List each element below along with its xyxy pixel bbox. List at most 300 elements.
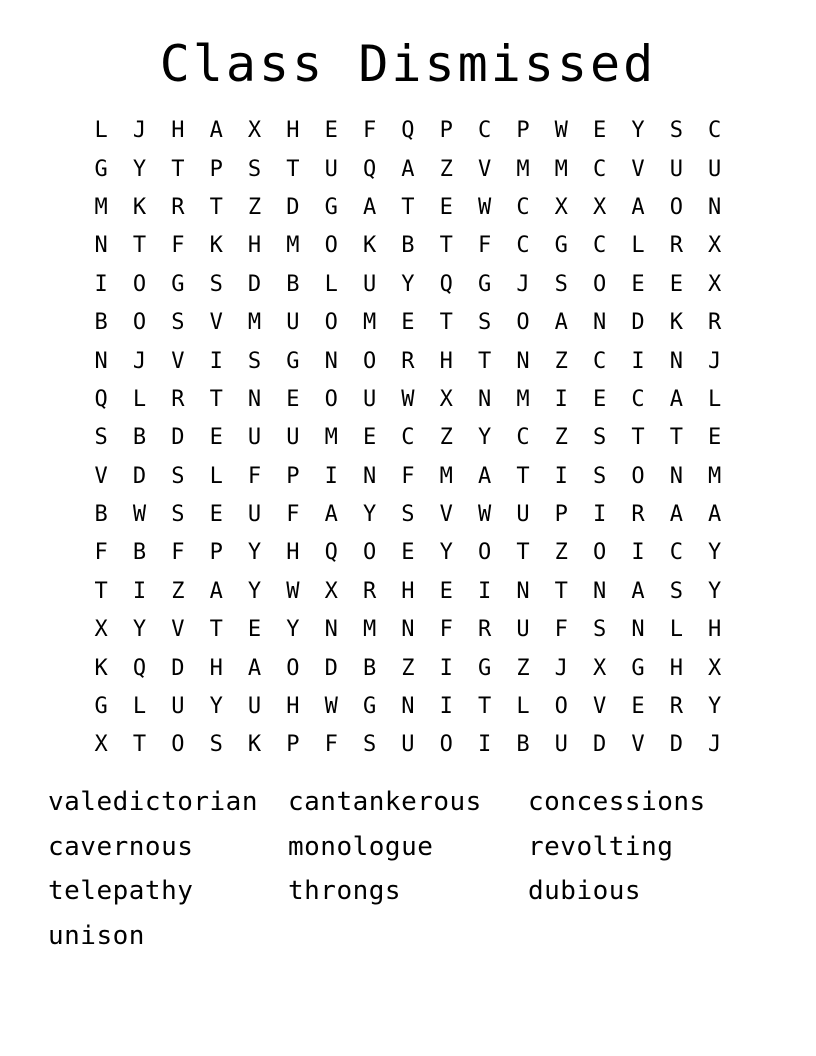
grid-letter: S	[171, 310, 185, 336]
grid-letter: G	[362, 694, 377, 720]
grid-letter: H	[401, 578, 415, 604]
grid-letter: N	[593, 310, 607, 336]
grid-letter: X	[708, 233, 722, 259]
grid-letter: U	[708, 156, 722, 182]
grid-letter: Z	[171, 578, 185, 604]
grid-letter: D	[324, 655, 338, 681]
grid-letter: R	[171, 386, 185, 412]
grid-letter: U	[516, 617, 530, 643]
grid-letter: E	[362, 425, 377, 451]
grid-letter: X	[94, 617, 108, 643]
grid-letter: U	[286, 310, 300, 336]
grid-letter: N	[324, 348, 338, 374]
word-list-item: cantankerous	[288, 787, 482, 817]
grid-letter: P	[209, 540, 223, 566]
grid-letter: S	[554, 271, 568, 297]
grid-letter: M	[247, 310, 262, 336]
grid-letter: S	[477, 310, 492, 336]
grid-letter: T	[439, 233, 453, 259]
grid-letter: V	[593, 694, 607, 720]
grid-letter: U	[247, 502, 262, 528]
grid-letter: O	[439, 732, 453, 758]
grid-letter: W	[132, 502, 147, 528]
grid-letter: I	[477, 732, 492, 758]
grid-letter: V	[477, 156, 492, 182]
grid-letter: I	[439, 655, 453, 681]
grid-letter: I	[477, 578, 492, 604]
grid-letter: S	[171, 502, 185, 528]
grid-letter: E	[209, 502, 223, 528]
grid-letter: G	[477, 271, 492, 297]
grid-letter: I	[94, 271, 108, 297]
grid-letter: T	[286, 156, 300, 182]
grid-letter: E	[593, 118, 607, 144]
grid-letter: U	[362, 386, 377, 412]
grid-letter: F	[362, 118, 377, 144]
grid-letter: Y	[362, 502, 377, 528]
word-list-item: monologue	[288, 831, 434, 862]
grid-letter: R	[401, 348, 415, 374]
grid-letter: G	[477, 655, 492, 681]
grid-letter: T	[209, 617, 223, 643]
grid-letter: R	[631, 502, 645, 528]
grid-letter: B	[286, 271, 300, 297]
grid-letter: S	[362, 732, 377, 758]
grid-letter: N	[324, 617, 338, 643]
grid-letter: U	[401, 732, 415, 758]
grid-letter: M	[554, 156, 568, 182]
grid-letter: G	[324, 194, 338, 220]
word-list-item: cavernous	[48, 831, 194, 862]
grid-row	[82, 534, 734, 572]
grid-letter: Z	[554, 348, 568, 374]
grid-letter: T	[631, 425, 645, 451]
grid-letter: V	[94, 463, 108, 489]
grid-letter: L	[324, 271, 338, 297]
grid-letter: J	[132, 118, 147, 144]
grid-letter: Z	[554, 540, 568, 566]
grid-letter: G	[94, 156, 108, 182]
grid-letter: E	[209, 425, 223, 451]
grid-letter: J	[554, 655, 568, 681]
grid-letter: J	[516, 271, 530, 297]
word-list-item: dubious	[528, 876, 642, 906]
grid-letter: M	[362, 310, 377, 336]
grid-letter: N	[362, 463, 377, 489]
grid-letter: F	[324, 732, 338, 758]
grid-letter: C	[593, 156, 607, 182]
grid-letter: N	[94, 348, 108, 374]
grid-letter: U	[554, 732, 568, 758]
grid-letter: E	[401, 310, 415, 336]
grid-letter: N	[593, 578, 607, 604]
grid-letter: Y	[286, 617, 300, 643]
grid-letter: Y	[477, 425, 492, 451]
grid-letter: H	[708, 617, 722, 643]
grid-letter: X	[593, 194, 607, 220]
grid-letter: I	[439, 694, 453, 720]
grid-letter: G	[94, 694, 108, 720]
grid-letter: W	[477, 502, 492, 528]
grid-letter: P	[516, 118, 530, 144]
grid-row	[82, 342, 734, 380]
grid-letter: V	[631, 156, 645, 182]
grid-letter: N	[401, 617, 415, 643]
grid-letter: Z	[401, 655, 415, 681]
grid-letter: U	[247, 425, 262, 451]
grid-letter: A	[324, 502, 338, 528]
grid-letter: O	[593, 540, 607, 566]
grid-letter: B	[94, 310, 108, 336]
grid-letter: B	[132, 425, 147, 451]
grid-letter: C	[477, 118, 492, 144]
grid-row	[82, 266, 734, 304]
grid-letter: M	[516, 156, 530, 182]
grid-letter: F	[401, 463, 415, 489]
grid-letter: E	[247, 617, 262, 643]
grid-letter: D	[593, 732, 607, 758]
word-list-item: concessions	[528, 787, 706, 817]
grid-letter: S	[401, 502, 415, 528]
grid-letter: V	[209, 310, 223, 336]
word-list-item: revolting	[528, 831, 674, 862]
grid-letter: Y	[209, 694, 223, 720]
grid-letter: T	[209, 194, 223, 220]
grid-letter: Q	[439, 271, 453, 297]
grid-letter: U	[516, 502, 530, 528]
grid-letter: H	[439, 348, 453, 374]
grid-letter: M	[324, 425, 338, 451]
grid-letter: K	[132, 194, 147, 220]
grid-letter: L	[708, 386, 722, 412]
grid-letter: G	[631, 655, 645, 681]
grid-letter: T	[401, 194, 415, 220]
grid-letter: J	[132, 348, 147, 374]
grid-letter: A	[247, 655, 262, 681]
grid-letter: A	[708, 502, 722, 528]
grid-letter: W	[554, 118, 568, 144]
grid-letter: G	[286, 348, 300, 374]
grid-letter: U	[247, 694, 262, 720]
grid-letter: D	[171, 425, 185, 451]
grid-letter: E	[286, 386, 300, 412]
grid-row	[82, 611, 734, 649]
grid-letter: X	[708, 271, 722, 297]
grid-letter: I	[631, 348, 645, 374]
grid-letter: A	[554, 310, 568, 336]
grid-letter: U	[171, 694, 185, 720]
grid-letter: E	[631, 694, 645, 720]
grid-letter: L	[516, 694, 530, 720]
grid-letter: U	[669, 156, 683, 182]
grid-letter: Z	[554, 425, 568, 451]
grid-letter: L	[132, 386, 147, 412]
grid-letter: B	[401, 233, 415, 259]
grid-letter: Y	[247, 578, 262, 604]
grid-letter: S	[171, 463, 185, 489]
grid-letter: P	[554, 502, 568, 528]
grid-letter: K	[209, 233, 223, 259]
grid-letter: F	[247, 463, 262, 489]
grid-letter: I	[324, 463, 338, 489]
grid-row	[82, 381, 734, 419]
letter-grid	[82, 112, 734, 765]
grid-letter: F	[286, 502, 300, 528]
grid-letter: L	[209, 463, 223, 489]
grid-letter: I	[554, 463, 568, 489]
grid-letter: C	[401, 425, 415, 451]
grid-letter: R	[362, 578, 377, 604]
grid-letter: A	[401, 156, 415, 182]
grid-letter: T	[516, 463, 530, 489]
grid-letter: V	[631, 732, 645, 758]
grid-row	[82, 496, 734, 534]
grid-letter: C	[708, 118, 722, 144]
grid-letter: Y	[439, 540, 453, 566]
grid-letter: E	[669, 271, 683, 297]
grid-letter: C	[631, 386, 645, 412]
grid-letter: D	[132, 463, 147, 489]
grid-letter: O	[324, 310, 338, 336]
grid-row	[82, 150, 734, 188]
grid-letter: Y	[401, 271, 415, 297]
grid-letter: R	[477, 617, 492, 643]
grid-row	[82, 649, 734, 687]
grid-letter: E	[439, 578, 453, 604]
grid-letter: Q	[401, 118, 415, 144]
grid-letter: O	[324, 233, 338, 259]
grid-letter: I	[132, 578, 147, 604]
grid-letter: S	[209, 732, 223, 758]
grid-letter: P	[209, 156, 223, 182]
grid-letter: K	[247, 732, 262, 758]
grid-letter: H	[171, 118, 185, 144]
grid-letter: C	[516, 233, 530, 259]
grid-letter: E	[593, 386, 607, 412]
grid-letter: P	[439, 118, 453, 144]
grid-letter: I	[209, 348, 223, 374]
grid-letter: O	[669, 194, 683, 220]
grid-letter: Y	[132, 617, 147, 643]
grid-letter: Q	[324, 540, 338, 566]
grid-letter: F	[171, 540, 185, 566]
grid-row	[82, 573, 734, 611]
page-title: Class Dismissed	[159, 35, 657, 93]
grid-letter: O	[593, 271, 607, 297]
grid-row	[82, 419, 734, 457]
grid-letter: T	[477, 694, 492, 720]
grid-letter: A	[631, 194, 645, 220]
grid-letter: A	[631, 578, 645, 604]
grid-letter: T	[439, 310, 453, 336]
grid-letter: Y	[247, 540, 262, 566]
grid-letter: M	[439, 463, 453, 489]
grid-letter: T	[209, 386, 223, 412]
grid-letter: N	[477, 386, 492, 412]
grid-letter: Y	[708, 578, 722, 604]
grid-letter: W	[401, 386, 415, 412]
grid-letter: F	[439, 617, 453, 643]
grid-letter: G	[554, 233, 568, 259]
grid-letter: O	[631, 463, 645, 489]
grid-letter: U	[286, 425, 300, 451]
grid-letter: N	[631, 617, 645, 643]
grid-letter: D	[286, 194, 300, 220]
word-list-item: throngs	[288, 876, 402, 906]
grid-letter: O	[516, 310, 530, 336]
grid-letter: U	[362, 271, 377, 297]
grid-letter: O	[362, 540, 377, 566]
grid-letter: W	[477, 194, 492, 220]
grid-letter: T	[171, 156, 185, 182]
grid-letter: O	[477, 540, 492, 566]
grid-letter: Z	[247, 194, 262, 220]
grid-letter: N	[401, 694, 415, 720]
grid-letter: X	[708, 655, 722, 681]
grid-row	[82, 227, 734, 265]
grid-letter: V	[171, 348, 185, 374]
grid-letter: I	[554, 386, 568, 412]
grid-letter: S	[94, 425, 108, 451]
grid-letter: W	[286, 578, 300, 604]
word-list-item: valedictorian	[48, 787, 258, 817]
grid-letter: S	[209, 271, 223, 297]
grid-letter: Y	[708, 694, 722, 720]
grid-letter: X	[247, 118, 262, 144]
word-list	[48, 780, 768, 958]
grid-row	[82, 189, 734, 227]
grid-letter: B	[94, 502, 108, 528]
grid-letter: T	[132, 233, 147, 259]
grid-letter: K	[94, 655, 108, 681]
grid-letter: F	[554, 617, 568, 643]
grid-row	[82, 688, 734, 726]
grid-letter: E	[324, 118, 338, 144]
grid-letter: A	[669, 386, 683, 412]
grid-letter: P	[286, 463, 300, 489]
grid-letter: M	[708, 463, 722, 489]
grid-letter: O	[554, 694, 568, 720]
grid-letter: X	[324, 578, 338, 604]
grid-letter: O	[132, 310, 147, 336]
grid-row	[82, 304, 734, 342]
grid-letter: S	[247, 348, 262, 374]
grid-letter: D	[631, 310, 645, 336]
grid-letter: C	[516, 194, 530, 220]
grid-letter: T	[94, 578, 108, 604]
grid-row	[82, 112, 734, 150]
grid-letter: V	[439, 502, 453, 528]
grid-letter: H	[286, 540, 300, 566]
grid-letter: H	[286, 118, 300, 144]
grid-letter: C	[516, 425, 530, 451]
grid-letter: L	[669, 617, 683, 643]
grid-letter: Z	[439, 425, 453, 451]
grid-letter: X	[439, 386, 453, 412]
grid-letter: R	[171, 194, 185, 220]
grid-letter: S	[593, 425, 607, 451]
grid-letter: N	[247, 386, 262, 412]
grid-letter: U	[324, 156, 338, 182]
grid-letter: D	[171, 655, 185, 681]
grid-letter: N	[516, 348, 530, 374]
grid-letter: B	[516, 732, 530, 758]
grid-letter: Y	[708, 540, 722, 566]
grid-letter: T	[669, 425, 683, 451]
grid-letter: C	[669, 540, 683, 566]
grid-letter: T	[554, 578, 568, 604]
grid-letter: E	[631, 271, 645, 297]
grid-letter: H	[209, 655, 223, 681]
word-list-item: telepathy	[48, 876, 194, 906]
grid-letter: A	[669, 502, 683, 528]
grid-letter: P	[286, 732, 300, 758]
grid-letter: E	[439, 194, 453, 220]
word-list-item: unison	[48, 920, 145, 951]
grid-letter: N	[708, 194, 722, 220]
grid-letter: X	[94, 732, 108, 758]
grid-row	[82, 726, 734, 764]
grid-letter: T	[516, 540, 530, 566]
grid-letter: V	[171, 617, 185, 643]
grid-letter: R	[669, 694, 683, 720]
grid-letter: N	[516, 578, 530, 604]
grid-letter: Q	[132, 655, 147, 681]
grid-letter: W	[324, 694, 338, 720]
grid-letter: H	[286, 694, 300, 720]
grid-letter: M	[362, 617, 377, 643]
grid-letter: M	[94, 194, 108, 220]
grid-letter: O	[132, 271, 147, 297]
grid-letter: B	[362, 655, 377, 681]
grid-letter: S	[593, 617, 607, 643]
grid-letter: F	[477, 233, 492, 259]
grid-letter: H	[669, 655, 683, 681]
grid-letter: J	[708, 732, 722, 758]
grid-letter: X	[593, 655, 607, 681]
grid-letter: L	[631, 233, 645, 259]
grid-letter: G	[171, 271, 185, 297]
grid-letter: Q	[362, 156, 377, 182]
grid-letter: T	[132, 732, 147, 758]
grid-letter: S	[593, 463, 607, 489]
grid-letter: D	[247, 271, 262, 297]
grid-letter: D	[669, 732, 683, 758]
grid-letter: C	[593, 233, 607, 259]
grid-letter: K	[362, 233, 377, 259]
grid-letter: J	[708, 348, 722, 374]
grid-letter: T	[477, 348, 492, 374]
grid-letter: O	[286, 655, 300, 681]
grid-letter: N	[94, 233, 108, 259]
grid-letter: Z	[439, 156, 453, 182]
grid-letter: B	[132, 540, 147, 566]
grid-letter: X	[554, 194, 568, 220]
grid-letter: K	[669, 310, 683, 336]
grid-letter: Z	[516, 655, 530, 681]
grid-letter: F	[94, 540, 108, 566]
grid-letter: A	[477, 463, 492, 489]
grid-letter: L	[132, 694, 147, 720]
grid-letter: A	[209, 118, 223, 144]
grid-letter: S	[669, 578, 683, 604]
grid-letter: M	[286, 233, 300, 259]
grid-letter: H	[247, 233, 262, 259]
grid-letter: I	[631, 540, 645, 566]
grid-letter: E	[401, 540, 415, 566]
grid-letter: Q	[94, 386, 108, 412]
grid-row	[82, 458, 734, 496]
